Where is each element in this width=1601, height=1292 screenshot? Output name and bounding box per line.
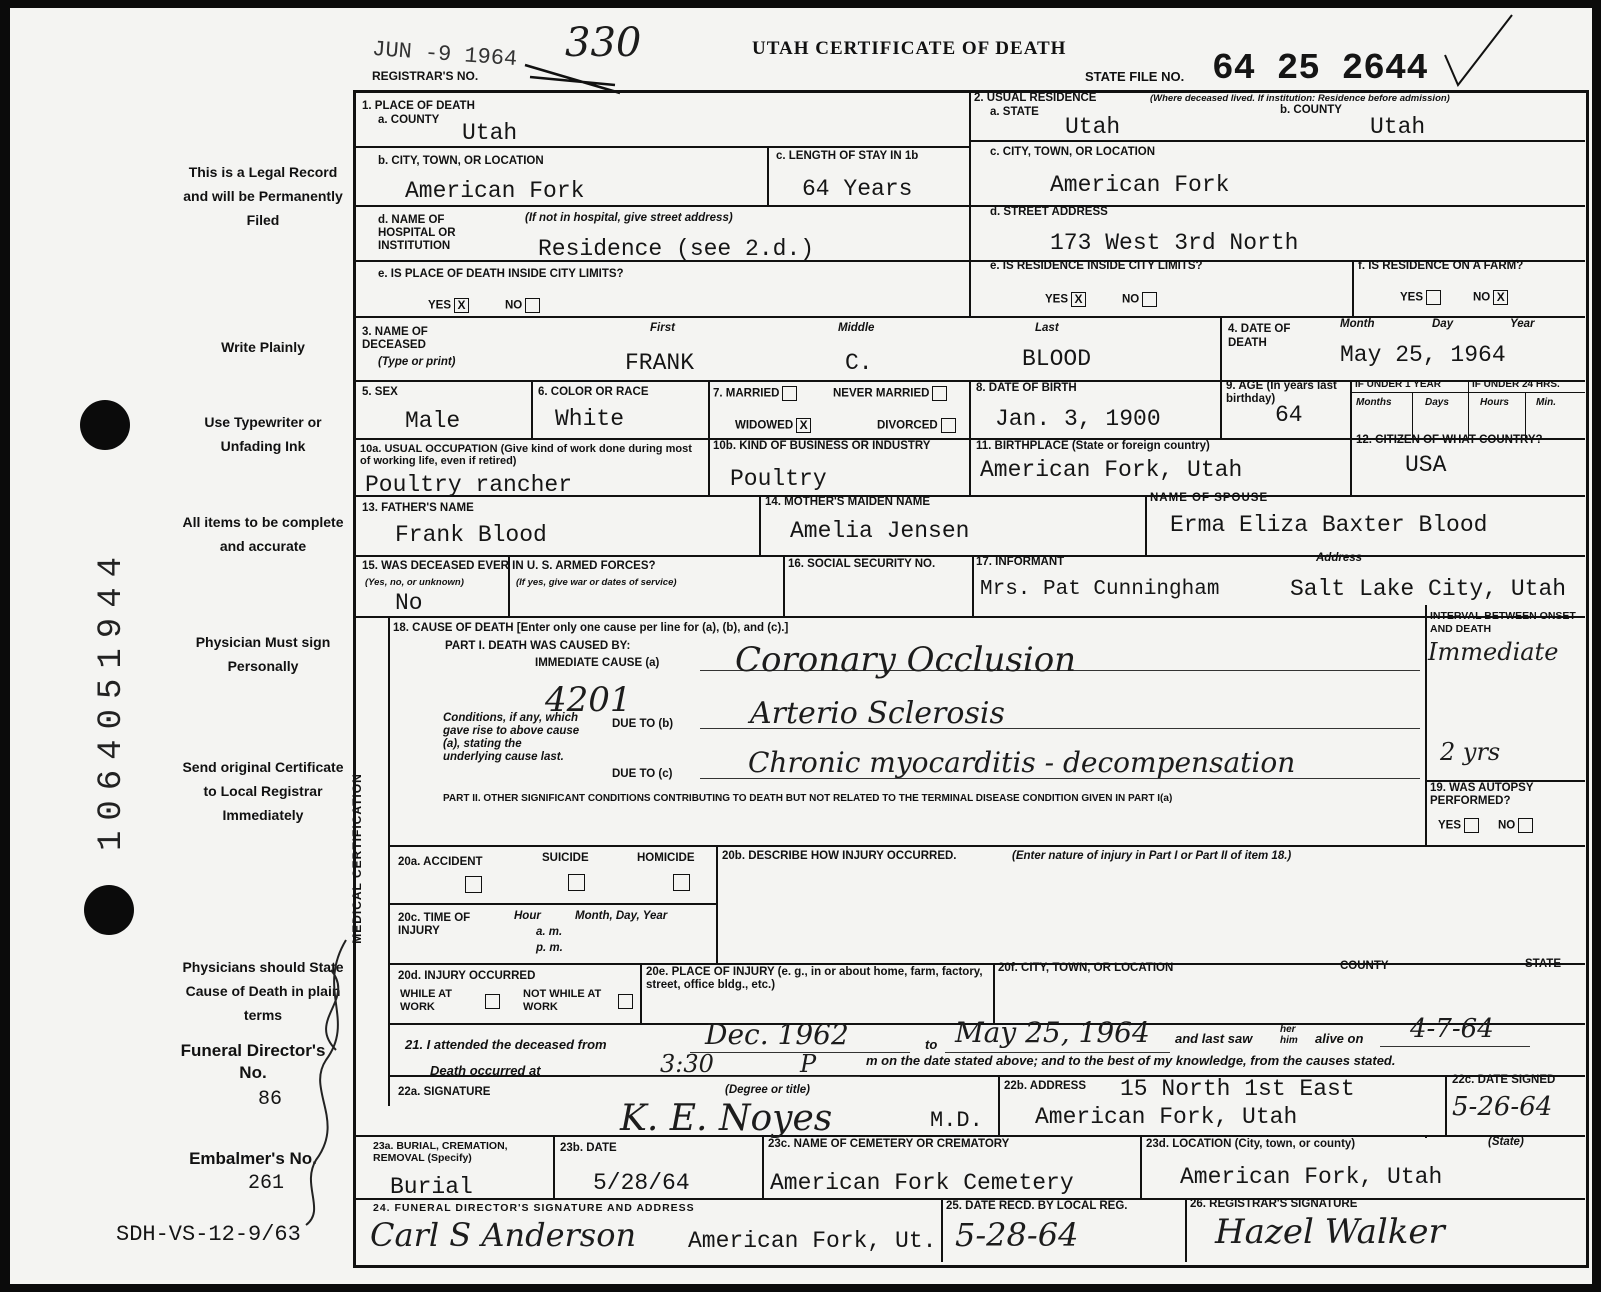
complete-note: All items to be complete and accurate	[182, 514, 344, 554]
under-1-year-label: IF UNDER 1 YEAR	[1355, 379, 1441, 390]
birthplace-label: 11. BIRTHPLACE (State or foreign country)	[976, 440, 1210, 452]
last-label: Last	[1035, 322, 1059, 334]
divorced-text: DIVORCED	[877, 419, 938, 432]
stamp-date: JUN -9 1964	[371, 36, 518, 73]
burial-type-label: 23a. BURIAL, CREMATION, REMOVAL (Specify)	[373, 1140, 508, 1164]
immediate-cause-value: Coronary Occlusion	[735, 640, 1077, 680]
date-received-label: 25. DATE RECD. BY LOCAL REG.	[946, 1200, 1128, 1212]
year-label: Year	[1510, 318, 1535, 330]
widowed-option	[735, 418, 811, 433]
occupation-value: Poultry rancher	[365, 472, 573, 498]
name-of-deceased-label: 3. NAME OF DECEASED	[362, 326, 428, 351]
date-of-death-value: May 25, 1964	[1340, 342, 1506, 368]
typewriter-note: Use Typewriter or Unfading Ink	[204, 414, 322, 454]
married-text: 7. MARRIED	[713, 387, 780, 400]
armed-forces-value: No	[395, 590, 423, 616]
hospital-value: Residence (see 2.d.)	[538, 236, 815, 262]
business-label: 10b. KIND OF BUSINESS OR INDUSTRY	[713, 440, 931, 452]
informant-address-label: Address	[1316, 552, 1363, 564]
funeral-director-label: 24. FUNERAL DIRECTOR'S SIGNATURE AND ADDRESS	[373, 1202, 695, 1214]
time-of-injury-label: 20c. TIME OF INJURY	[398, 912, 471, 937]
age-label: 9. AGE (In years last birthday)	[1226, 380, 1337, 405]
sex-value: Male	[405, 408, 461, 434]
under-24-hrs-label: IF UNDER 24 HRS.	[1472, 379, 1560, 390]
armed-forces-sub1: (Yes, no, or unknown)	[365, 577, 464, 588]
widowed-text: WIDOWED	[735, 419, 794, 432]
autopsy-no	[1498, 818, 1533, 833]
armed-forces-label: 15. WAS DECEASED EVER IN U. S. ARMED FORCES?	[362, 560, 656, 572]
funeral-director-signature: Carl S Anderson	[370, 1216, 637, 1254]
death-inside-yes	[428, 298, 469, 313]
street-address-value: 173 West 3rd North	[1050, 230, 1299, 256]
informant-label: 17. INFORMANT	[976, 556, 1065, 568]
attended-from-label: 21. I attended the deceased from	[405, 1037, 607, 1052]
not-while-at-work-checkbox[interactable]	[618, 994, 633, 1009]
physician-address-label: 22b. ADDRESS	[1004, 1080, 1087, 1092]
autopsy-yes	[1438, 818, 1479, 833]
residence-city-value: American Fork	[1050, 172, 1230, 198]
homicide-checkbox[interactable]	[673, 874, 690, 891]
interval-label: INTERVAL BETWEEN ONSET AND DEATH	[1430, 610, 1576, 635]
father-name-value: Frank Blood	[395, 522, 547, 548]
conditions-label: Conditions, if any, which gave rise to above cause (a), stating the underlying cause last.	[443, 712, 580, 763]
middle-name-value: C.	[845, 350, 873, 376]
hospital-note: (If not in hospital, give street address)	[525, 212, 733, 224]
punch-hole-bottom	[84, 885, 134, 935]
residence-inside-yes	[1045, 292, 1086, 307]
month-label: Month	[1340, 318, 1375, 330]
months-label: Months	[1356, 397, 1392, 408]
place-of-death-label: 1. PLACE OF DEATH	[362, 100, 475, 112]
county-label: a. COUNTY	[378, 114, 440, 126]
him-label: her him	[1280, 1024, 1298, 1046]
registrar-signature: Hazel Walker	[1215, 1212, 1445, 1252]
injury-occurred-label: 20d. INJURY OCCURRED	[398, 970, 536, 982]
days-label: Days	[1425, 397, 1449, 408]
spouse-name-label: NAME OF SPOUSE	[1150, 492, 1269, 504]
to-label: to	[925, 1037, 938, 1052]
death-occurred-at-label: Death occurred at	[430, 1063, 541, 1078]
father-name-label: 13. FATHER'S NAME	[362, 502, 474, 514]
autopsy-no-checkbox[interactable]	[1518, 818, 1533, 833]
write-plainly-note: Write Plainly	[221, 339, 305, 355]
registrar-number: 330	[565, 20, 642, 66]
never-married-checkbox[interactable]	[932, 386, 947, 401]
interval-c-value: 2 yrs	[1440, 738, 1501, 766]
residence-county-label: b. COUNTY	[1280, 104, 1342, 116]
not-while-at-work-label: NOT WHILE AT WORK	[523, 988, 602, 1013]
date-of-death-label: 4. DATE OF DEATH	[1228, 323, 1291, 349]
date-signed-value: 5-26-64	[1452, 1092, 1553, 1122]
send-original-note: Send original Certificate to Local Registrar Immediately	[182, 759, 344, 823]
informant-value: Mrs. Pat Cunningham	[980, 578, 1220, 601]
residence-city-label: c. CITY, TOWN, OR LOCATION	[990, 146, 1156, 158]
registrar-signature-label: 26. REGISTRAR'S SIGNATURE	[1190, 1198, 1358, 1210]
farm-label: f. IS RESIDENCE ON A FARM?	[1358, 260, 1524, 272]
hours-label: Hours	[1480, 397, 1509, 408]
never-married-option	[833, 386, 947, 401]
length-of-stay-value: 64 Years	[802, 176, 913, 202]
farm-no-checkbox[interactable]: X	[1493, 290, 1508, 305]
business-value: Poultry	[730, 466, 827, 492]
residence-inside-city-label: e. IS RESIDENCE INSIDE CITY LIMITS?	[990, 260, 1203, 272]
informant-address-value: Salt Lake City, Utah	[1290, 576, 1567, 602]
embalmer-no: 261	[248, 1172, 285, 1195]
physician-note: Physician Must sign Personally	[195, 634, 331, 674]
street-address-label: d. STREET ADDRESS	[990, 206, 1108, 218]
funeral-director-address: American Fork, Ut.	[688, 1228, 937, 1254]
married-option	[713, 386, 797, 401]
state-file-number: 64 25 2644	[1212, 48, 1429, 89]
no-text: NO	[1122, 293, 1140, 306]
min-label: Min.	[1536, 397, 1556, 408]
legal-record-note: This is a Legal Record and will be Permanently Filed	[183, 164, 343, 228]
no-text: NO	[505, 299, 523, 312]
death-time-value: 3:30	[660, 1050, 714, 1078]
funeral-director-no: 86	[258, 1088, 283, 1111]
death-inside-yes-checkbox[interactable]: X	[454, 298, 469, 313]
birthplace-value: American Fork, Utah	[980, 457, 1243, 483]
month-day-year-label: Month, Day, Year	[575, 910, 668, 922]
cemetery-value: American Fork Cemetery	[770, 1170, 1074, 1196]
cause-b-value: Arterio Sclerosis	[750, 696, 1005, 731]
residence-state-value: Utah	[1065, 114, 1121, 140]
injury-county-label: COUNTY	[1340, 960, 1389, 972]
while-at-work-label: WHILE AT WORK	[400, 988, 452, 1013]
autopsy-label: 19. WAS AUTOPSY PERFORMED?	[1430, 782, 1534, 807]
residence-inside-yes-checkbox[interactable]: X	[1071, 292, 1086, 307]
while-at-work-checkbox[interactable]	[485, 994, 500, 1009]
city-of-injury-label: 20f. CITY, TOWN, OR LOCATION	[998, 962, 1174, 974]
alive-on-value: 4-7-64	[1410, 1014, 1494, 1044]
death-inside-no-checkbox[interactable]	[525, 298, 540, 313]
embalmer-no-label: Embalmer's No.	[189, 1149, 317, 1168]
hospital-label: d. NAME OF HOSPITAL OR INSTITUTION	[378, 214, 456, 252]
part2-label: PART II. OTHER SIGNIFICANT CONDITIONS CONTRIBUTING TO DEATH BUT NOT RELATED TO THE TERMINAL DISEASE CONDITION GIVEN IN PART I(a)	[443, 793, 1173, 804]
armed-forces-sub2: (If yes, give war or dates of service)	[516, 577, 677, 588]
physician-signature: K. E. Noyes	[620, 1098, 833, 1139]
residence-inside-no-checkbox[interactable]	[1142, 292, 1157, 307]
last-saw-label: and last saw	[1175, 1031, 1253, 1046]
residence-county-value: Utah	[1370, 114, 1426, 140]
form-number: SDH-VS-12-9/63	[116, 1222, 301, 1247]
occupation-label: 10a. USUAL OCCUPATION (Give kind of work done during most of working life, even if retired)	[360, 443, 692, 467]
length-of-stay-label: c. LENGTH OF STAY IN 1b	[776, 150, 919, 162]
farm-yes	[1400, 290, 1441, 305]
middle-label: Middle	[838, 322, 875, 334]
date-of-birth-value: Jan. 3, 1900	[995, 406, 1161, 432]
burial-location-label: 23d. LOCATION (City, town, or county)	[1146, 1138, 1356, 1150]
no-text: NO	[1473, 291, 1491, 304]
injury-description-label: 20b. DESCRIBE HOW INJURY OCCURRED.	[722, 850, 957, 862]
immediate-cause-label: IMMEDIATE CAUSE (a)	[535, 657, 660, 669]
mother-name-value: Amelia Jensen	[790, 518, 970, 544]
due-to-b-label: DUE TO (b)	[612, 718, 674, 730]
death-inside-city-label: e. IS PLACE OF DEATH INSIDE CITY LIMITS?	[378, 268, 624, 280]
place-of-injury-label: 20e. PLACE OF INJURY (e. g., in or about home, farm, factory, street, office bldg., etc.)	[646, 966, 983, 991]
attended-from-value: Dec. 1962	[705, 1018, 849, 1051]
funeral-director-no-label: Funeral Director's No.	[180, 1041, 326, 1082]
day-label: Day	[1432, 318, 1454, 330]
spouse-name-value: Erma Eliza Baxter Blood	[1170, 512, 1488, 538]
date-of-birth-label: 8. DATE OF BIRTH	[976, 382, 1077, 394]
injury-state-label: STATE	[1525, 958, 1561, 970]
cemetery-label: 23c. NAME OF CEMETERY OR CREMATORY	[768, 1138, 1010, 1150]
degree-label: (Degree or title)	[725, 1084, 810, 1096]
death-time-ampm: P	[800, 1050, 817, 1078]
residence-inside-no	[1122, 292, 1157, 307]
death-county-value: Utah	[462, 120, 518, 146]
usual-residence-note: (Where deceased lived. If institution: Residence before admission)	[1150, 93, 1450, 104]
autopsy-yes-checkbox[interactable]	[1464, 818, 1479, 833]
ssn-label: 16. SOCIAL SECURITY NO.	[788, 558, 936, 570]
interval-a-value: Immediate	[1428, 638, 1559, 666]
never-married-text: NEVER MARRIED	[833, 387, 930, 400]
death-city-value: American Fork	[405, 178, 585, 204]
date-received-value: 5-28-64	[955, 1216, 1079, 1254]
citizen-label: 12. CITIZEN OF WHAT COUNTRY?	[1356, 434, 1543, 446]
date-signed-label: 22c. DATE SIGNED	[1452, 1074, 1556, 1086]
yes-text: YES	[1400, 291, 1424, 304]
accident-checkbox[interactable]	[465, 876, 482, 893]
due-to-c-label: DUE TO (c)	[612, 768, 673, 780]
usual-residence-label: 2. USUAL RESIDENCE	[974, 92, 1097, 104]
injury-description-note: (Enter nature of injury in Part I or Part II of item 18.)	[1012, 850, 1292, 862]
state-file-label: STATE FILE NO.	[1085, 69, 1185, 84]
married-checkbox[interactable]	[782, 386, 797, 401]
burial-date-label: 23b. DATE	[560, 1142, 617, 1154]
state-label: a. STATE	[990, 106, 1039, 118]
alive-on-label: alive on	[1315, 1031, 1364, 1046]
burial-state-label: (State)	[1488, 1136, 1524, 1148]
first-name-value: FRANK	[625, 350, 695, 376]
cause-of-death-label: 18. CAUSE OF DEATH [Enter only one cause per line for (a), (b), and (c).]	[393, 622, 789, 634]
hour-label: Hour	[514, 910, 541, 922]
type-or-print-label: (Type or print)	[378, 356, 456, 368]
cause-c-value: Chronic myocarditis - decompensation	[748, 746, 1296, 779]
death-occurred-text: m on the date stated above; and to the best of my knowledge, from the causes stated.	[866, 1053, 1396, 1068]
yes-text: YES	[1438, 819, 1462, 832]
no-text: NO	[1498, 819, 1516, 832]
divorced-checkbox[interactable]	[941, 418, 956, 433]
md-title: M.D.	[930, 1108, 983, 1133]
city-label: b. CITY, TOWN, OR LOCATION	[378, 155, 544, 167]
yes-text: YES	[1045, 293, 1069, 306]
suicide-label: SUICIDE	[542, 852, 589, 864]
certificate-title: UTAH CERTIFICATE OF DEATH	[752, 38, 1067, 59]
widowed-checkbox[interactable]: X	[796, 418, 811, 433]
race-label: 6. COLOR OR RACE	[538, 386, 649, 398]
mother-name-label: 14. MOTHER'S MAIDEN NAME	[765, 496, 931, 508]
burial-date-value: 5/28/64	[593, 1170, 690, 1196]
burial-type-value: Burial	[390, 1174, 473, 1200]
check-mark	[1440, 10, 1520, 90]
yes-text: YES	[428, 299, 452, 312]
cause-code: 4201	[545, 680, 632, 720]
sex-label: 5. SEX	[362, 386, 398, 398]
physician-address-line1: 15 North 1st East	[1120, 1076, 1355, 1102]
accident-label: 20a. ACCIDENT	[398, 856, 483, 868]
first-label: First	[650, 322, 675, 334]
physician-address-line2: American Fork, Utah	[1035, 1104, 1298, 1130]
farm-yes-checkbox[interactable]	[1426, 290, 1441, 305]
vertical-serial-number: 1064051944	[93, 546, 132, 852]
farm-no	[1473, 290, 1508, 305]
attended-to-value: May 25, 1964	[955, 1016, 1150, 1049]
physician-cause-note: Physicians should State Cause of Death in plain terms	[182, 959, 344, 1023]
citizen-value: USA	[1405, 452, 1447, 478]
am-label: a. m.	[536, 926, 563, 938]
medical-certification-label: MEDICAL CERTIFICATION	[349, 773, 364, 944]
last-name-value: BLOOD	[1022, 346, 1092, 372]
race-value: White	[555, 406, 625, 432]
death-inside-no	[505, 298, 540, 313]
homicide-label: HOMICIDE	[637, 852, 695, 864]
burial-location-value: American Fork, Utah	[1180, 1164, 1443, 1190]
age-value: 64	[1275, 402, 1303, 428]
registrar-no-label: REGISTRAR'S NO.	[372, 69, 479, 83]
pm-label: p. m.	[536, 942, 563, 954]
part1-label: PART I. DEATH WAS CAUSED BY:	[445, 640, 631, 652]
divorced-option	[877, 418, 956, 433]
suicide-checkbox[interactable]	[568, 874, 585, 891]
punch-hole-top	[80, 400, 130, 450]
signature-label: 22a. SIGNATURE	[398, 1086, 491, 1098]
